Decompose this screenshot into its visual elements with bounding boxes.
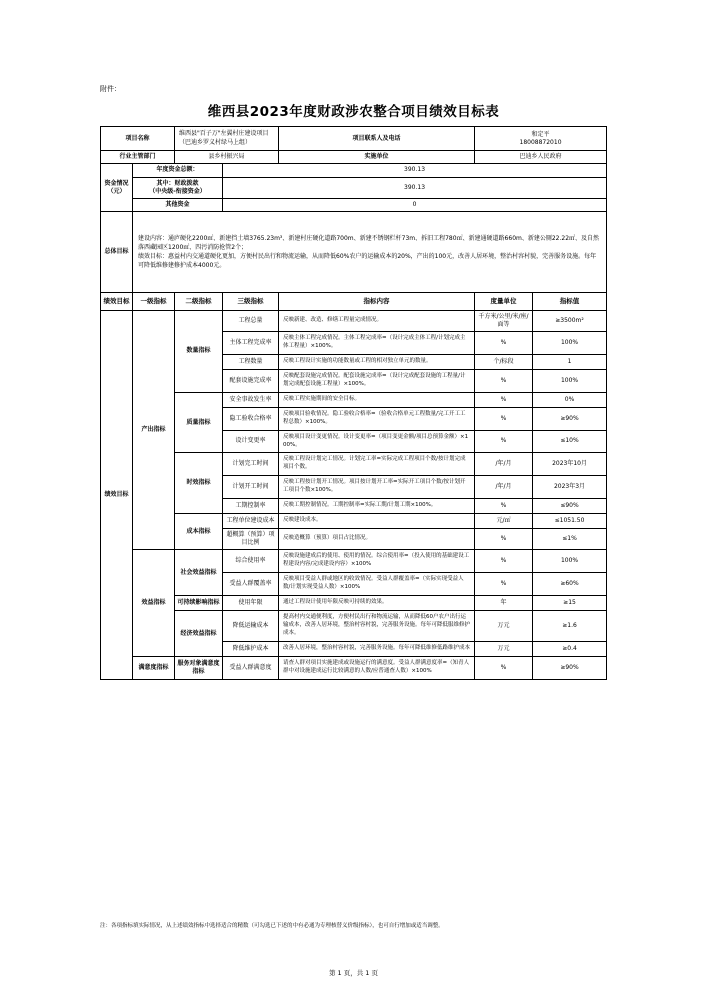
level2-label: 成本指标	[175, 514, 223, 550]
indicator-value: 100%	[533, 331, 607, 354]
indicator-value: 0%	[533, 392, 607, 407]
indicator-row	[101, 657, 607, 680]
indicator-row	[101, 453, 607, 476]
indicator-unit: %	[475, 331, 533, 354]
row-fund	[101, 177, 607, 198]
page-title: 维西县2023年度财政涉农整合项目绩效目标表	[207, 104, 500, 120]
row-project-name	[101, 127, 607, 151]
impl-value: 巴迪乡人民政府	[475, 151, 607, 164]
level2-label: 数量指标	[175, 310, 223, 392]
indicator-unit: %	[475, 369, 533, 392]
fund-name: 其中：财政拨款 （中央级-衔接资金）	[133, 177, 223, 198]
indicator-row	[101, 514, 607, 529]
contact-value: 和定平 18008872010	[475, 127, 607, 151]
indicator-value: 1	[533, 354, 607, 369]
fund-value: 390.13	[223, 164, 607, 177]
indicator-unit: /年/月	[475, 476, 533, 499]
impl-label: 实施单位	[279, 151, 475, 164]
indicator-unit: %	[475, 499, 533, 514]
indicator-content: 反映工程按计划开工情况。项目按计划开工率=实际开工项目个数/按计划开工项目个数×100%。	[279, 476, 475, 499]
row-fund	[101, 198, 607, 211]
footnote: 注：各项指标填实际情况，从上述绩效指标中选择适合的精数（可勾选已下述的中有必通为专理核替义价级指标），也可自行增加或适当调整。	[100, 923, 444, 929]
fund-value: 0	[223, 198, 607, 211]
indicator-value: ≥0.4	[533, 642, 607, 657]
col-header-2: 二级指标	[175, 292, 223, 310]
indicator-unit: %	[475, 529, 533, 550]
col-header-0: 绩效目标	[101, 292, 133, 310]
indicator-content: 反映配套设施完成情况。配套设施完成率=（设计完成配套设施的工程量/计划完成配套设施工程量）×100%。	[279, 369, 475, 392]
indicator-value: ≥3500m²	[533, 310, 607, 331]
overall-goal-text: 建设内容：通庐硬化2200㎡、新建挡土墙3765.23m³、新建村庄硬化道路700m、新建不锈钢栏杆73m、拆旧工程780㎡、新建通硬道路660m、新建公厕22.22㎡、及自然落西藏园区1200㎡、四污消防抢管2个； 绩效目标：惠益村内交通道硬化更加，方便村民出行和物流运输，从而降低60%农户的运输成本的20%，产出的100元，改善人居环境，整治村容村貌，完善服务设施。每年可降低维修建修护成本4000元。	[133, 211, 607, 292]
indicator-content: 改善人居环境，整治村容村貌，完善服务设施。每年可降低维修低路维护成本	[279, 642, 475, 657]
project-name-label: 项目名称	[101, 127, 175, 151]
indicator-value: ≤1051.50	[533, 514, 607, 529]
indicator-value: ≥90%	[533, 407, 607, 430]
indicator-content: 反映项目设计变更情况。设计变更率=（项目变更金额/项目总预算金额）×100%。	[279, 430, 475, 453]
col-header-1: 一级指标	[133, 292, 175, 310]
indicator-row	[101, 611, 607, 642]
page-footer: 第 1 页，共 1 页	[328, 969, 379, 977]
level3-label: 超概算（预算）项目比例	[223, 529, 279, 550]
perf-goal-group-label: 绩效目标	[101, 310, 133, 680]
indicator-unit: %	[475, 573, 533, 596]
indicator-unit: %	[475, 550, 533, 573]
indicator-header-row	[101, 292, 607, 310]
col-header-3: 三级指标	[223, 292, 279, 310]
indicator-content: 反映设施建成后的使用、使用的情况。综合使用率=（投入使用的基础建设工程建设内容/完成建设内容）×100%	[279, 550, 475, 573]
indicator-content: 反映新建、改造、修缮工程量完成情况。	[279, 310, 475, 331]
level2-label: 可持续影响指标	[175, 596, 223, 611]
indicator-unit: 千方米/公里/米/座/面等	[475, 310, 533, 331]
row-fund	[101, 164, 607, 177]
indicator-unit: 万元	[475, 611, 533, 642]
indicator-unit: %	[475, 392, 533, 407]
indicator-content: 反映工程设计实施的功能数量或工程的相对独立单元的数量。	[279, 354, 475, 369]
level2-label: 时效指标	[175, 453, 223, 514]
level3-label: 安全事故发生率	[223, 392, 279, 407]
indicator-row	[101, 392, 607, 407]
level3-label: 隐工验收合格率	[223, 407, 279, 430]
indicator-content: 反映项目受益人群或地区的收效情况。受益人群覆盖率=（实际实现受益人数/计划实现受益人数）×100%	[279, 573, 475, 596]
level2-label: 服务对象满意度指标	[175, 657, 223, 680]
indicator-unit: 元/㎡	[475, 514, 533, 529]
indicator-content: 反映项目验收情况。隐工验收合格率=（验收合格单元工程数量/完工开工工程总数）×100%。	[279, 407, 475, 430]
indicator-content: 请查人群对项目实施建成或设施运行的满意度。受益人群满意度率=（知青人群中对设施建成运行比较满意的人数/应普通查人数）×100%	[279, 657, 475, 680]
indicator-row	[101, 596, 607, 611]
level3-label: 使用年限	[223, 596, 279, 611]
fund-name: 年度资金总额：	[133, 164, 223, 177]
dept-label: 行业主管部门	[101, 151, 175, 164]
col-header-5: 度量单位	[475, 292, 533, 310]
level3-label: 配套设施完成率	[223, 369, 279, 392]
indicator-value: ≥15	[533, 596, 607, 611]
level3-label: 设计变更率	[223, 430, 279, 453]
indicator-content: 反映建设成本。	[279, 514, 475, 529]
indicator-unit: 年	[475, 596, 533, 611]
indicator-value: ≥90%	[533, 657, 607, 680]
level3-label: 工程总量	[223, 310, 279, 331]
row-overall-goal	[101, 211, 607, 292]
fund-name: 其他资金	[133, 198, 223, 211]
indicator-row	[101, 550, 607, 573]
indicator-unit: /年/月	[475, 453, 533, 476]
indicator-content: 反映工期控制情况。工期控制率=实际工期/计划工期×100%。	[279, 499, 475, 514]
indicator-unit: %	[475, 407, 533, 430]
level2-label: 经济效益指标	[175, 611, 223, 657]
funds-label: 资金情况（元）	[101, 164, 133, 211]
indicator-content: 反映工程设计划完工情况。计划完工率=实际完成工程项目个数/按计划完成项目个数。	[279, 453, 475, 476]
indicator-content: 提高村内交通便利度，方便村民出行和物流运输，从而降低60户农户出行运输成本，改善人居环境，整治村容村貌，完善服务设施。每年可降低服维修护成本。	[279, 611, 475, 642]
indicator-value: ≤90%	[533, 499, 607, 514]
indicator-value: ≤1%	[533, 529, 607, 550]
indicator-content: 反映主体工程完成情况。主体工程完成率=（设计完成主体工程/计划完成主体工程量）×100%。	[279, 331, 475, 354]
level1-label: 效益指标	[133, 550, 175, 657]
indicator-content: 通过工程设计使用年限反映可持续的效果。	[279, 596, 475, 611]
indicator-value: ≥60%	[533, 573, 607, 596]
project-name-value: 维西县"百子万"左翼村庄建设项目（巴迪乡罗义村绿马上组）	[175, 127, 279, 151]
indicator-value: 100%	[533, 369, 607, 392]
level2-label: 质量指标	[175, 392, 223, 453]
row-department	[101, 151, 607, 164]
contact-label: 项目联系人及电话	[279, 127, 475, 151]
dept-value: 县乡村振兴局	[175, 151, 279, 164]
level2-label: 社会效益指标	[175, 550, 223, 596]
level3-label: 工期控制率	[223, 499, 279, 514]
col-header-4: 指标内容	[279, 292, 475, 310]
level1-label: 满意度指标	[133, 657, 175, 680]
attachment-label: 附件：	[100, 85, 121, 93]
level3-label: 工程单位建设成本	[223, 514, 279, 529]
level3-label: 工程数量	[223, 354, 279, 369]
fund-value: 390.13	[223, 177, 607, 198]
level3-label: 受益人群覆盖率	[223, 573, 279, 596]
overall-goal-label: 总体目标	[101, 211, 133, 292]
indicator-content: 反映造概算（预算）项目占比情况。	[279, 529, 475, 550]
level3-label: 降低维护成本	[223, 642, 279, 657]
indicator-row	[101, 310, 607, 331]
indicator-value: ≤10%	[533, 430, 607, 453]
level1-label: 产出指标	[133, 310, 175, 550]
indicator-unit: 个/标段	[475, 354, 533, 369]
performance-goal-table	[100, 126, 607, 680]
level3-label: 受益人群满意度	[223, 657, 279, 680]
indicator-value: 2023年3月	[533, 476, 607, 499]
level3-label: 计划开工时间	[223, 476, 279, 499]
indicator-content: 反映工程实施期间的安全目标。	[279, 392, 475, 407]
indicator-unit: 万元	[475, 642, 533, 657]
col-header-6: 指标值	[533, 292, 607, 310]
level3-label: 主体工程完成率	[223, 331, 279, 354]
level3-label: 计划完工时间	[223, 453, 279, 476]
level3-label: 降低运输成本	[223, 611, 279, 642]
indicator-value: 2023年10月	[533, 453, 607, 476]
indicator-value: 100%	[533, 550, 607, 573]
indicator-unit: %	[475, 657, 533, 680]
level3-label: 综合使用率	[223, 550, 279, 573]
indicator-unit: %	[475, 430, 533, 453]
indicator-value: ≥1.6	[533, 611, 607, 642]
